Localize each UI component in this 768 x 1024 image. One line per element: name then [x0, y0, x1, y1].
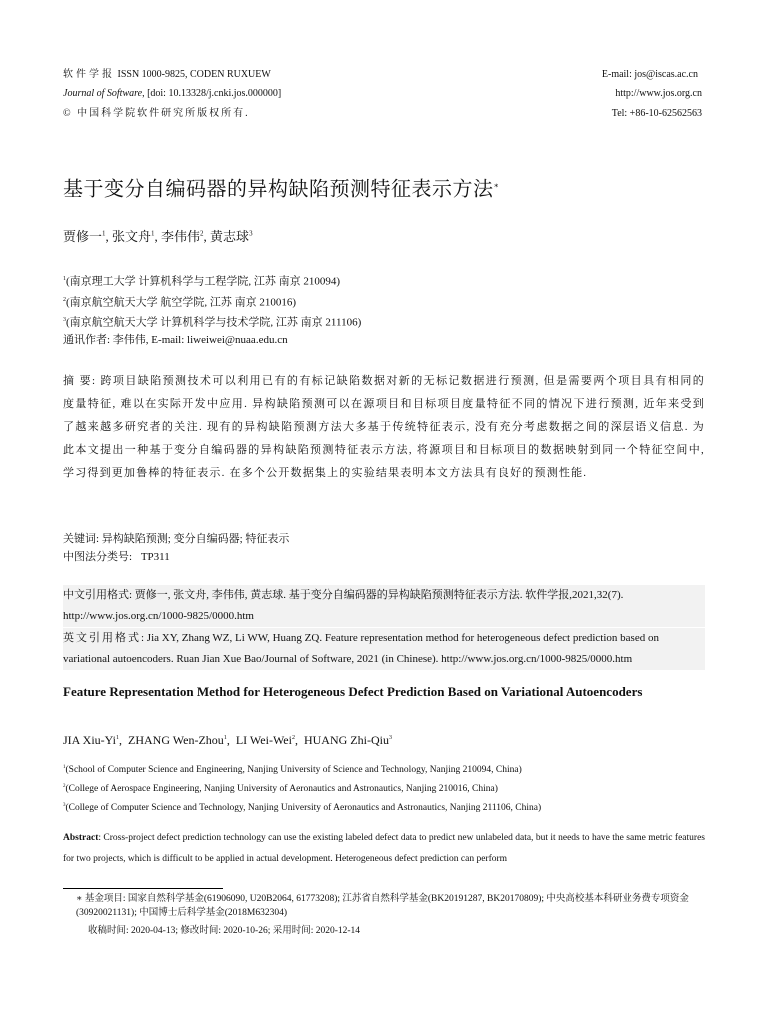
author-en: JIA Xiu-Yi: [63, 733, 117, 747]
affiliation-en: $^3$(College of Computer Science and Technology, Nanjing University of Aeronautics and Astronautics, Nanjing 211106, China): [63, 803, 542, 814]
footnote-funding: ∗ 基金项目: 国家自然科学基金(61906090, U20B2064, 61773208); 江苏省自然科学基金(BK20191287, BK20170809); 中央高校基本科研业务费专项资金(30920021131); 中国博士后科学基金(2018M632304): [76, 894, 689, 918]
header-tel: Tel: +86-10-62562563: [611, 108, 702, 119]
title-cn-text: 基于变分自编码器的异构缺陷预测特征表示方法: [63, 178, 494, 201]
authors-cn: 贾修一$^1$, 张文舟$^1$, 李伟伟$^2$, 黄志球$^3$: [63, 229, 253, 244]
header-email: E-mail: jos@iscas.ac.cn: [601, 69, 698, 80]
author-cn: 贾修一: [63, 229, 103, 244]
corresponding-author: 通讯作者: 李伟伟, E-mail: liweiwei@nuaa.edu.cn: [63, 334, 288, 346]
author-cn: 张文舟: [112, 229, 152, 244]
affiliation-cn: $^2$(南京航空航天大学 航空学院, 江苏 南京 210016): [63, 296, 297, 309]
affiliation-en: $^1$(School of Computer Science and Engineering, Nanjing University of Science and Technology, Nanjing 210094, China): [63, 765, 522, 776]
issn: ISSN 1000-9825, CODEN RUXUEW: [117, 69, 271, 80]
author-en: ZHANG Wen-Zhou: [128, 733, 224, 747]
footnote-rule: [63, 888, 223, 889]
abstract-en-text: : Cross-project defect prediction technology can use the existing labeled defect data to predict new unlabeled data, but it needs to have the same metric features for two projects, which is difficult to be applied in actual development. Heterogeneous defect prediction can perform: [63, 833, 705, 864]
affiliation-cn: $^3$(南京航空航天大学 计算机科学与技术学院, 江苏 南京 211106): [63, 316, 362, 329]
citation-en-text: : Jia XY, Zhang WZ, Li WW, Huang ZQ. Feature representation method for heterogeneous defect prediction based on variational autoencoders. Ruan Jian Xue Bao/Journal of Software, 2021 (in Chinese). http://www.jos.org.cn/1000-9825/0000.htm: [63, 632, 659, 665]
citation-en: [63, 628, 705, 670]
title-cn: [63, 174, 499, 202]
author-cn: 李伟伟: [161, 229, 201, 244]
citation-en-label: 英文引用格式: [63, 632, 141, 644]
affiliation-cn: $^1$(南京理工大学 计算机科学与工程学院, 江苏 南京 210094): [63, 275, 341, 288]
header-left-line2: [63, 88, 281, 100]
header-left-line1: [63, 69, 271, 81]
clc-label: 中图法分类号:: [63, 551, 133, 563]
author-en: HUANG Zhi-Qiu: [303, 733, 389, 747]
citation-cn: 中文引用格式: 贾修一, 张文舟, 李伟伟, 黄志球. 基于变分自编码器的异构缺陷预测特征表示方法. 软件学报,2021,32(7). http://www.jos.org.cn/1000-9825/0000.htm: [63, 585, 705, 627]
doi: , [doi: 10.13328/j.cnki.jos.000000]: [142, 88, 282, 99]
author-en: LI Wei-Wei: [235, 733, 292, 747]
title-en: Feature Representation Method for Heterogeneous Defect Prediction Based on Variational Autoencoders: [63, 684, 643, 699]
abstract-en-label: Abstract: [63, 833, 99, 843]
keywords-cn: 关键词: 异构缺陷预测; 变分自编码器; 特征表示: [63, 533, 290, 545]
clc-value: TP311: [140, 551, 170, 563]
abstract-en: [63, 828, 705, 870]
affiliation-en: $^2$(College of Aerospace Engineering, Nanjing University of Aeronautics and Astronautics, Nanjing 210016, China): [63, 784, 498, 795]
abstract-cn: 摘 要: 跨项目缺陷预测技术可以利用已有的有标记缺陷数据对新的无标记数据进行预测, 但是需要两个项目具有相同的度量特征, 难以在实际开发中应用. 异构缺陷预测可以在源项目和目标项目度量特征不同的情况下进行预测, 近年来受到了越来越多研究者的关注. 现有的异构缺陷预测方法大多基于传统特征表示, 没有充分考虑数据之间的深层语义信息. 为此本文提出一种基于变分自编码器的异构缺陷预测特征表示方法, 将源项目和目标项目的数据映射到同一个特征空间中, 学习得到更加鲁棒的特征表示. 在多个公开数据集上的实验结果表明本文方法具有良好的预测性能.: [63, 375, 705, 479]
header-url: http://www.jos.org.cn: [615, 88, 702, 99]
author-cn: 黄志球: [210, 229, 250, 244]
journal-name-en: Journal of Software: [63, 88, 143, 99]
clc-number: [63, 548, 170, 564]
journal-name-cn: 软件学报: [63, 69, 115, 80]
authors-en: JIA Xiu-Yi$^1$, ZHANG Wen-Zhou$^1$, LI Wei-Wei$^2$, HUANG Zhi-Qiu$^3$: [63, 733, 392, 747]
footnote-dates: 收稿时间: 2020-04-13; 修改时间: 2020-10-26; 采用时间: 2020-12-14: [88, 926, 361, 936]
copyright: © 中国科学院软件研究所版权所有.: [63, 108, 250, 119]
title-footnote-mark: ∗: [493, 181, 500, 190]
